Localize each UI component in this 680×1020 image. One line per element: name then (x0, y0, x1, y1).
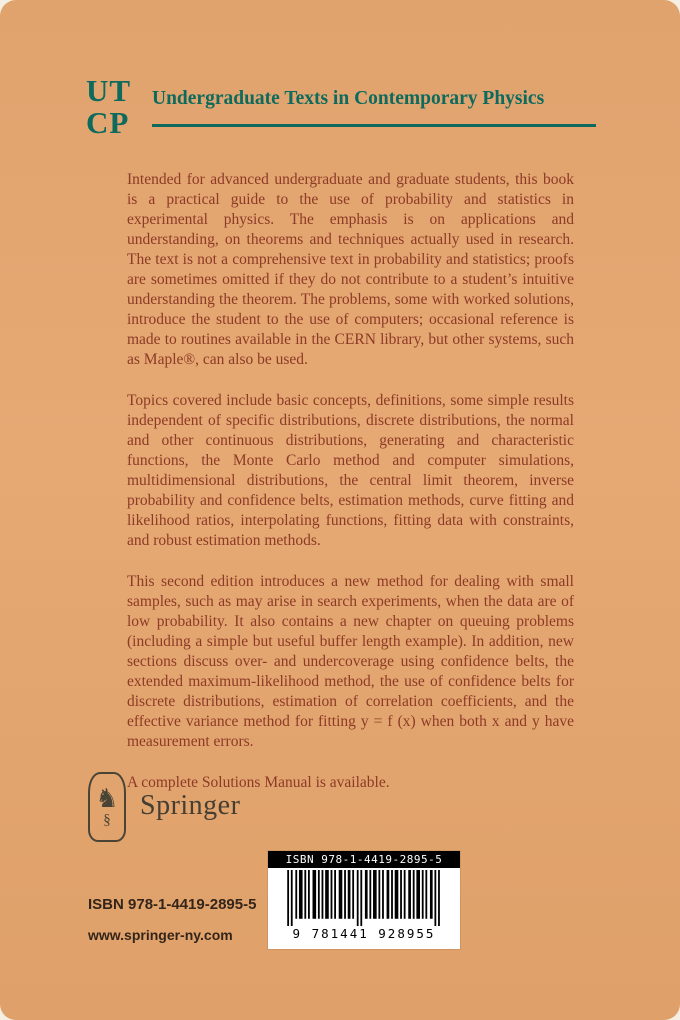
blurb-paragraph-3: This second edition introduces a new method for dealing with small samples, such as may arise in search experiments, when the data are of low probability. It also contains a new chapter on queuing problems (including a simple but useful buffer length example). In addition, new sections discuss over- and undercoverage using confidence belts, the extended maximum-likelihood method, the use of confidence belts for discrete distributions, estimation of correlation coefficients, and the effective variance method for fitting y = f (x) when both x and y have measurement errors. (127, 573, 574, 750)
barcode-isbn-label: ISBN 978-1-4419-2895-5 (268, 851, 460, 868)
blurb-paragraph-2: Topics covered include basic concepts, definitions, some simple results independent of specific distributions, discrete distributions, the normal and other continuous distributions, generating and characteristic functions, the Monte Carlo method and computer simulations, multidimensional distributions, the central limit theorem, inverse probability and confidence belts, estimation methods, curve fitting and likelihood ratios, interpolating functions, fitting data with constraints, and robust estimation methods. (127, 392, 574, 549)
blurb-paragraph-4: A complete Solutions Manual is available. (127, 774, 390, 791)
footer-website: www.springer-ny.com (88, 927, 233, 943)
flourish-ornament-icon: § (103, 812, 111, 828)
barcode-graphic (272, 870, 456, 926)
header-divider-rule (152, 124, 596, 127)
footer-isbn: ISBN 978-1-4419-2895-5 (88, 896, 257, 913)
back-cover-blurb (127, 170, 574, 793)
publisher-name: Springer (140, 790, 241, 821)
springer-horse-logo-icon (88, 772, 126, 842)
barcode-number: 9 781441 928955 (292, 926, 436, 941)
barcode-panel (268, 851, 460, 949)
blurb-paragraph-1: Intended for advanced undergraduate and graduate students, this book is a practical guide to the use of probability and statistics in experimental physics. The emphasis is on applications and understanding, on theorems and techniques actually used in research. The text is not a comprehensive text in probability and statistics; proofs are sometimes omitted if they do not contribute to a student’s intuitive understanding the theorem. The problems, some with worked solutions, introduce the student to the use of computers; occasional reference is made to routines available in the CERN library, but other systems, such as Maple®, can also be used. (127, 171, 574, 368)
series-logo-bottom: CP (86, 105, 130, 140)
series-logo-top: UT (86, 73, 132, 108)
chess-knight-icon: ♞ (95, 784, 119, 814)
series-title: Undergraduate Texts in Contemporary Physics (152, 88, 545, 109)
